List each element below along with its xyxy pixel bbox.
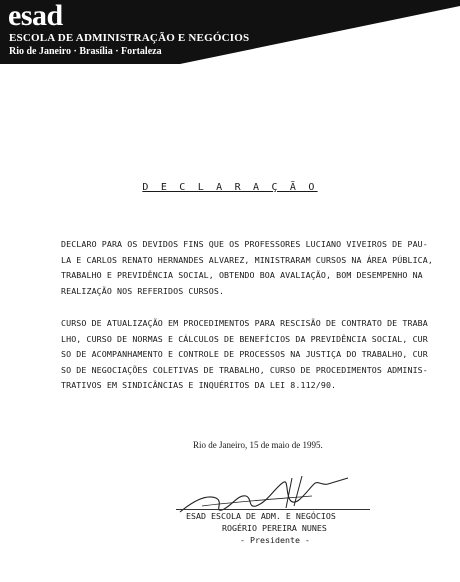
document-title: D E C L A R A Ç Ã O [142, 182, 318, 193]
paragraph-2 [61, 316, 431, 394]
paragraph-line: DECLARO PARA OS DEVIDOS FINS QUE OS PROFESSORES LUCIANO VIVEIROS DE PAU- [61, 239, 428, 249]
signature-org: ESAD ESCOLA DE ADM. E NEGÓCIOS [186, 511, 336, 521]
paragraph-line: REALIZAÇÃO NOS REFERIDOS CURSOS. [61, 285, 225, 296]
school-cities: Rio de Janeiro · Brasília · Fortaleza [9, 46, 162, 57]
signature-name: ROGÉRIO PEREIRA NUNES [222, 523, 327, 533]
esad-logo: esad [8, 0, 63, 32]
signature-role: - Presidente - [240, 535, 310, 545]
paragraph-line: CURSO DE ATUALIZAÇÃO EM PROCEDIMENTOS PARA RESCISÃO DE CONTRATO DE TRABA [61, 318, 428, 328]
paragraph-line: LA E CARLOS RENATO HERNANDES ALVAREZ, MINISTRARAM CURSOS NA ÁREA PÚBLICA, [61, 254, 433, 265]
signature-block [186, 510, 386, 546]
paragraph-line: SO DE ACOMPANHAMENTO E CONTROLE DE PROCESSOS NA JUSTIÇA DO TRABALHO, CUR [61, 349, 428, 359]
school-name: ESCOLA DE ADMINISTRAÇÃO E NEGÓCIOS [9, 32, 250, 44]
paragraph-line: TRATIVOS EM SINDICÂNCIAS E INQUÉRITOS DA LEI 8.112/90. [61, 380, 337, 390]
paragraph-line: LHO, CURSO DE NORMAS E CÁLCULOS DE BENEFÍCIOS DA PREVIDÊNCIA SOCIAL, CUR [61, 333, 428, 344]
paragraph-line: SO DE NEGOCIAÇÕES COLETIVAS DE TRABALHO, CURSO DE PROCEDIMENTOS ADMINIS- [61, 364, 428, 375]
paragraph-1 [61, 237, 431, 299]
document-date: Rio de Janeiro, 15 de maio de 1995. [193, 440, 323, 450]
paragraph-line: TRABALHO E PREVIDÊNCIA SOCIAL, OBTENDO BOA AVALIAÇÃO, BOM DESEMPENHO NA [61, 270, 423, 280]
